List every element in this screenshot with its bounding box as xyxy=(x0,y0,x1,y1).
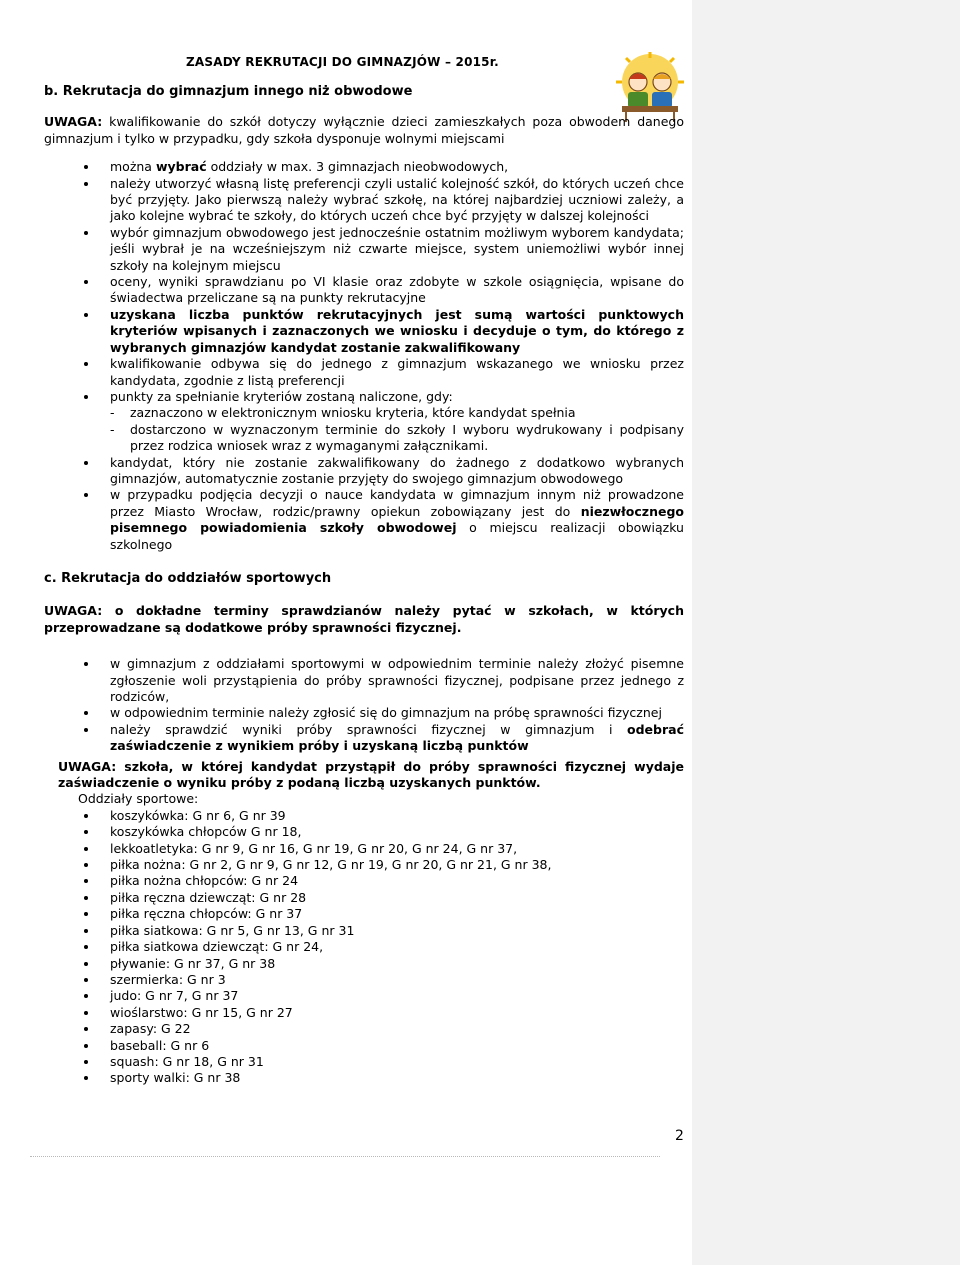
sports-list-item: piłka nożna chłopców: G nr 24 xyxy=(110,873,684,889)
list-item-bold: niezwłocznego pisemnego powiadomienia szkoły obwodowej xyxy=(110,503,684,536)
list-item: w gimnazjum z oddziałami sportowymi w odpowiednim terminie należy złożyć pisemne zgłoszenie woli przystąpienia do próby sprawności fizycznej, podpisane przez jednego z rodziców, xyxy=(110,656,684,704)
sports-list-item: baseball: G nr 6 xyxy=(110,1038,684,1054)
sports-list-item: squash: G nr 18, G nr 31 xyxy=(110,1054,684,1070)
list-item-bold: wybrać xyxy=(155,159,207,175)
footer-divider xyxy=(30,1156,660,1157)
list-item-text: oddziały w max. 3 gimnazjach nieobwodowych, xyxy=(206,159,509,175)
notice-text: kwalifikowanie do szkół dotyczy wyłącznie dzieci zamieszkałych poza obwodem danego gimnazjum i tylko w przypadku, gdy szkoła dysponuje wolnymi miejscami xyxy=(44,114,684,146)
section-b-list xyxy=(44,159,684,553)
section-b-heading: b. Rekrutacja do gimnazjum innego niż obwodowe xyxy=(44,84,413,99)
sports-classes xyxy=(44,791,684,1086)
list-item-text: o miejscu realizacji obowiązku szkolnego xyxy=(110,520,684,552)
list-item: wybór gimnazjum obwodowego jest jednocześnie ostatnim możliwym wyborem kandydata; jeśli wybrał je na wcześniejszym niż czwarte miejsce, system uniemożliwi wybór innej szkoły na kolejnym miejscu xyxy=(110,224,684,273)
sports-list-item: koszykówka chłopców G nr 18, xyxy=(110,824,684,840)
section-b-notice xyxy=(44,114,684,147)
section-c-notice: UWAGA: o dokładne terminy sprawdzianów należy pytać w szkołach, w których przeprowadzane są dodatkowe próby sprawności fizycznej. xyxy=(44,603,684,635)
sports-list-item: wioślarstwo: G nr 15, G nr 27 xyxy=(110,1005,684,1021)
sports-classes-title: Oddziały sportowe: xyxy=(78,791,199,807)
criteria-sublist xyxy=(110,405,684,454)
list-item: należy utworzyć własną listę preferencji czyli ustalić kolejność szkół, do których uczeń chce być przyjęty. Jako pierwszą należy wybrać szkołę, na której najbardziej uczniowi zależy, a jako kolejne wybrać te szkoły, do których uczeń chce być przyjęty w dalszej kolejności xyxy=(110,175,684,224)
section-c-list xyxy=(44,656,684,754)
sports-list-item: zapasy: G 22 xyxy=(110,1021,684,1037)
sports-list-item: piłka siatkowa: G nr 5, G nr 13, G nr 31 xyxy=(110,923,684,939)
sports-list-item: piłka ręczna dziewcząt: G nr 28 xyxy=(110,890,684,906)
sports-list xyxy=(44,808,684,1087)
sports-list-item: judo: G nr 7, G nr 37 xyxy=(110,988,684,1004)
page-number: 2 xyxy=(675,1128,684,1144)
sports-list-item: piłka siatkowa dziewcząt: G nr 24, xyxy=(110,939,684,955)
sports-list-item: piłka ręczna chłopców: G nr 37 xyxy=(110,906,684,922)
sublist-item: - dostarczono w wyznaczonym terminie do szkoły I wyboru wydrukowany i podpisany przez rodzica wniosek wraz z wymaganymi załącznikami. xyxy=(130,422,684,455)
list-item xyxy=(110,389,684,455)
list-item: kwalifikowanie odbywa się do jednego z gimnazjum wskazanego we wniosku przez kandydata, zgodnie z listą preferencji xyxy=(110,356,684,388)
page-header-title: ZASADY REKRUTACJI DO GIMNAZJÓW – 2015r. xyxy=(186,55,499,69)
comment-margin-panel xyxy=(692,0,960,1265)
list-item: oceny, wyniki sprawdzianu po VI klasie oraz zdobyte w szkole osiągnięcia, wpisane do świadectwa przeliczane są na punkty rekrutacyjne xyxy=(110,274,684,306)
sports-list-item: sporty walki: G nr 38 xyxy=(110,1070,684,1086)
list-item xyxy=(110,159,684,175)
list-item xyxy=(110,722,684,755)
list-item: w odpowiednim terminie należy zgłosić się do gimnazjum na próbę sprawności fizycznej xyxy=(110,705,684,721)
list-item-text: można xyxy=(110,159,156,175)
certificate-notice: UWAGA: szkoła, w której kandydat przystąpił do próby sprawności fizycznej wydaje zaświadczenie o wyniku próby z podaną liczbą uzyskanych punktów. xyxy=(58,758,684,791)
document-body xyxy=(44,84,684,1087)
list-item-text: należy sprawdzić wyniki próby sprawności fizycznej w gimnazjum i xyxy=(110,721,628,737)
sports-list-item: szermierka: G nr 3 xyxy=(110,972,684,988)
list-item: kandydat, który nie zostanie zakwalifikowany do żadnego z dodatkowo wybranych gimnazjów, automatycznie zostanie przyjęty do swojego gimnazjum obwodowego xyxy=(110,454,684,486)
list-item: uzyskana liczba punktów rekrutacyjnych jest sumą wartości punktowych kryteriów wpisanych i zaznaczonych we wniosku i decyduje o tym, do którego z wybranych gimnazjów kandydat zostanie zakwalifikowany xyxy=(110,306,684,355)
sublist-item: - zaznaczono w elektronicznym wniosku kryteria, które kandydat spełnia xyxy=(130,405,684,421)
list-item-bold: odebrać zaświadczenie z wynikiem próby i uzyskaną liczbą punktów xyxy=(110,721,684,754)
sports-list-item: koszykówka: G nr 6, G nr 39 xyxy=(110,808,684,824)
list-item xyxy=(110,487,684,553)
sports-list-item: lekkoatletyka: G nr 9, G nr 16, G nr 19, G nr 20, G nr 24, G nr 37, xyxy=(110,841,684,857)
sports-list-item: piłka nożna: G nr 2, G nr 9, G nr 12, G nr 19, G nr 20, G nr 21, G nr 38, xyxy=(110,857,684,873)
section-c-heading: c. Rekrutacja do oddziałów sportowych xyxy=(44,570,332,586)
list-item-text: punkty za spełnianie kryteriów zostaną naliczone, gdy: xyxy=(110,388,453,404)
notice-label: UWAGA: xyxy=(44,114,103,130)
list-item-text: w przypadku podjęcia decyzji o nauce kandydata w gimnazjum innym niż prowadzone przez Miasto Wrocław, rodzic/prawny opiekun zobowiązany jest do xyxy=(110,487,684,519)
sports-list-item: pływanie: G nr 37, G nr 38 xyxy=(110,956,684,972)
